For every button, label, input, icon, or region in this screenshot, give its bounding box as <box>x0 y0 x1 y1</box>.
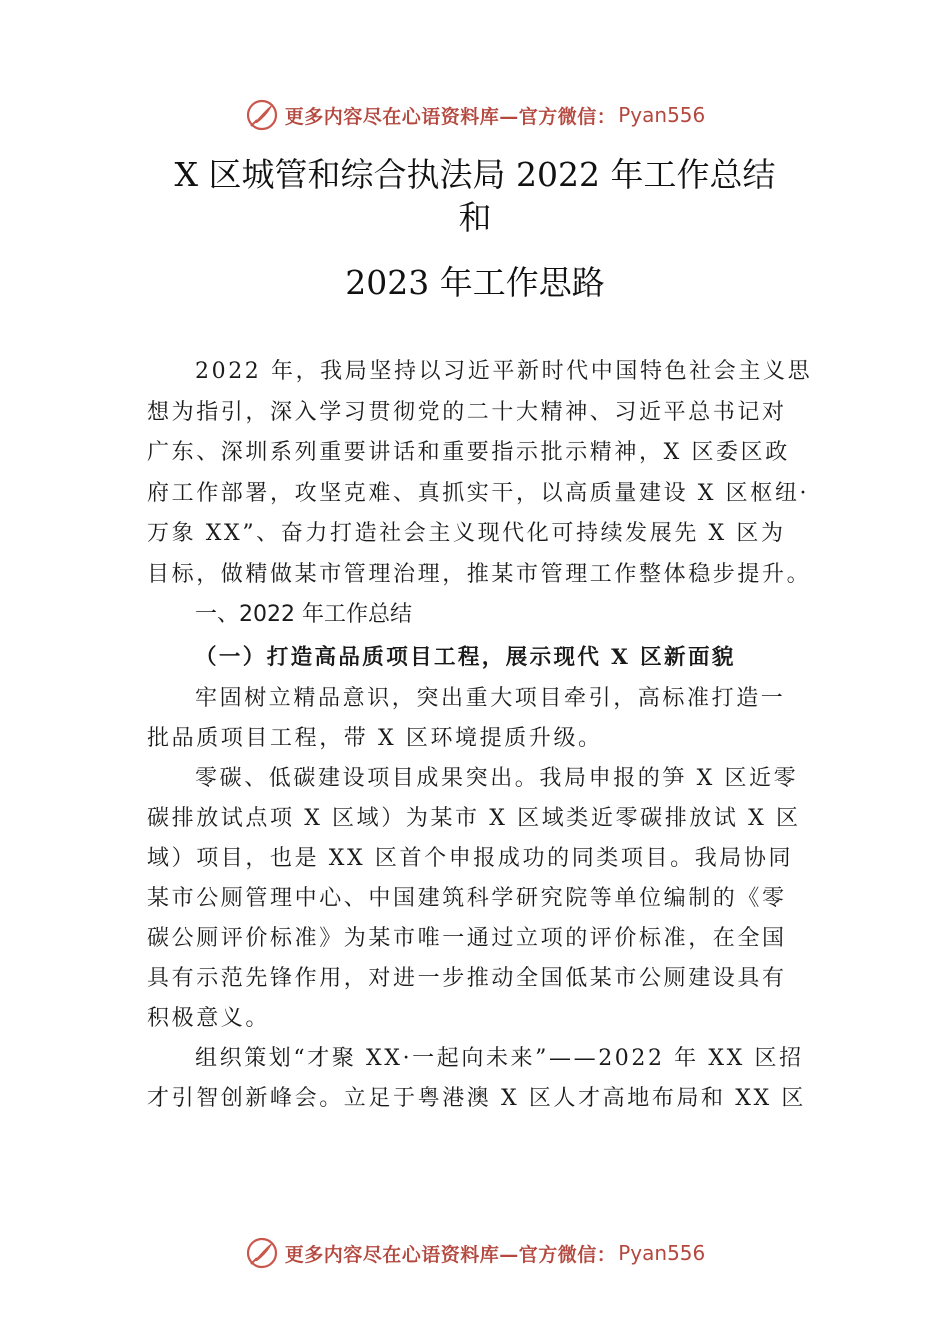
body-line: 批品质项目工程，带 X 区环境提质升级。 <box>147 726 603 751</box>
section-heading: 一、2022 年工作总结 <box>195 602 412 627</box>
body-line: 零碳、低碳建设项目成果突出。我局申报的笋 X 区近零 <box>195 766 799 791</box>
feather-pen-logo-icon <box>245 1236 279 1270</box>
body-line: 具有示范先锋作用，对进一步推动全国低某市公厕建设具有 <box>147 966 787 991</box>
body-line: 组织策划“才聚 XX·一起向未来”——2022 年 XX 区招 <box>195 1046 804 1071</box>
body-line: 2022 年，我局坚持以习近平新时代中国特色社会主义思 <box>195 359 813 384</box>
body-line: 牢固树立精品意识，突出重大项目牵引，高标准打造一 <box>195 686 786 711</box>
watermark-code: Pyan556 <box>618 103 706 127</box>
body-line: 目标，做精做某市管理治理，推某市管理工作整体稳步提升。 <box>147 562 812 587</box>
document-title-line-1: X 区城管和综合执法局 2022 年工作总结 <box>174 155 776 194</box>
body-line: 碳排放试点项 X 区域）为某市 X 区域类近零碳排放试 X 区 <box>147 806 801 831</box>
subsection-heading: （一）打造高品质项目工程，展示现代 X 区新面貌 <box>195 645 736 670</box>
feather-pen-logo-icon <box>245 98 279 132</box>
body-line: 想为指引，深入学习贯彻党的二十大精神、习近平总书记对 <box>147 400 787 425</box>
body-line: 才引智创新峰会。立足于粤港澳 X 区人才高地布局和 XX 区 <box>147 1086 806 1111</box>
watermark-text: 更多内容尽在心语资料库—官方微信： <box>284 105 617 128</box>
body-line: 府工作部署，攻坚克难、真抓实干，以高质量建设 X 区枢纽· <box>147 481 810 506</box>
document-title-line-2: 和 <box>458 198 492 237</box>
body-line: 万象 XX”、奋力打造社会主义现代化可持续发展先 X 区为 <box>147 521 786 546</box>
watermark-code: Pyan556 <box>618 1241 706 1265</box>
watermark-top <box>0 95 950 135</box>
body-line: 域）项目，也是 XX 区首个申报成功的同类项目。我局协同 <box>147 846 794 871</box>
body-line: 某市公厕管理中心、中国建筑科学研究院等单位编制的《零 <box>147 886 787 911</box>
watermark-bottom <box>0 1233 950 1273</box>
body-line: 积极意义。 <box>147 1006 271 1031</box>
body-line: 碳公厕评价标准》为某市唯一通过立项的评价标准，在全国 <box>147 926 787 951</box>
body-line: 广东、深圳系列重要讲话和重要指示批示精神，X 区委区政 <box>147 440 790 465</box>
document-title-line-3: 2023 年工作思路 <box>345 263 605 302</box>
watermark-text: 更多内容尽在心语资料库—官方微信： <box>284 1243 617 1266</box>
